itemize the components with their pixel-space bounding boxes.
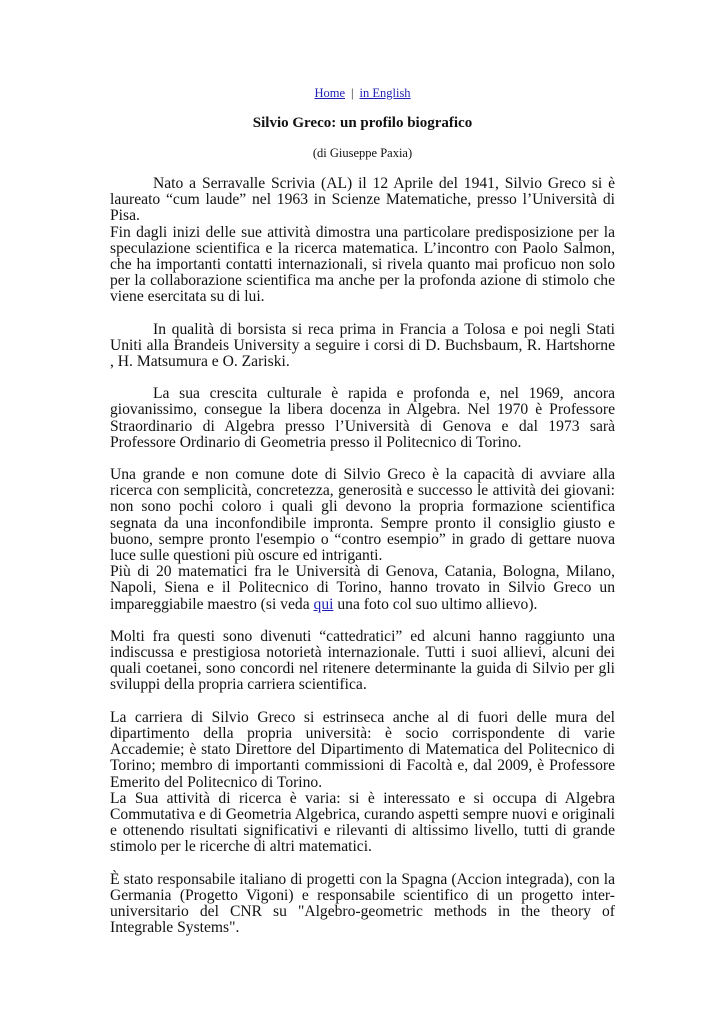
paragraph-research: La Sua attività di ricerca è varia: si è interessato e si occupa di Algebra Commutativa e di Geometria Algebrica, curando aspetti sempre nuovi e originali e ottenendo risultati significativi e rilevanti di altissimo livello, tutti di grande stimolo per le ricerche di altri matematici. bbox=[110, 789, 615, 856]
paragraph-birth-education: Nato a Serravalle Scrivia (AL) il 12 Aprile del 1941, Silvio Greco si è laureato “cum laude” nel 1963 in Scienze Matematiche, presso l’Università di Pisa. bbox=[110, 175, 615, 225]
paragraph-institutional-career: La carriera di Silvio Greco si estrinseca anche al di fuori delle mura del dipartimento della propria università: è socio corrispondente di varie Accademie; è stato Direttore del Dipartimento di Matematica del Politecnico di Torino; membro di importanti commissioni di Facoltà e, dal 2009, è Professore Emerito del Politecnico di Torino. bbox=[110, 708, 615, 791]
english-version-link[interactable]: in English bbox=[359, 86, 411, 100]
top-navigation bbox=[110, 86, 615, 101]
students-text-after-link: una foto col suo ultimo allievo). bbox=[333, 595, 538, 613]
home-link[interactable]: Home bbox=[314, 86, 345, 100]
paragraph-students bbox=[110, 564, 615, 613]
paragraph-projects: È stato responsabile italiano di progetti con la Spagna (Accion integrada), con la Germania (Progetto Vigoni) e responsabile scientifico di un progetto inter-universitario del CNR su "Algebro-geometric methods in the theory of Integrable Systems". bbox=[110, 870, 615, 937]
students-text-before-link: Più di 20 matematici fra le Università di Genova, Catania, Bologna, Milano, Napoli, Siena e il Politecnico di Torino, hanno trovato in Silvio Greco un impareggiabile maestro (si veda bbox=[110, 563, 615, 613]
paragraph-professors: Molti fra questi sono divenuti “cattedratici” ed alcuni hanno raggiunto una indiscussa e prestigiosa notorietà internazionale. Tutti i suoi allievi, alcuni dei quali coetanei, sono concordi nel ritenere determinante la guida di Silvio per gli sviluppi della propria carriera scientifica. bbox=[110, 627, 615, 694]
page-title: Silvio Greco: un profilo biografico bbox=[252, 115, 473, 131]
paragraph-career-growth: La sua crescita culturale è rapida e profonda e, nel 1969, ancora giovanissimo, consegue la libera docenza in Algebra. Nel 1970 è Professore Straordinario di Algebra presso l’Università di Genova e dal 1973 sarà Professore Ordinario di Geometria presso il Politecnico di Torino. bbox=[110, 385, 615, 451]
photo-link[interactable]: qui bbox=[313, 595, 334, 613]
biography-body bbox=[110, 176, 615, 936]
author-line: (di Giuseppe Paxia) bbox=[312, 146, 413, 160]
paragraph-early-activity: Fin dagli inizi delle sue attività dimostra una particolare predisposizione per la speculazione scientifica e la ricerca matematica. L’incontro con Paolo Salmon, che ha importanti contatti internazionali, si rivela quanto mai proficuo non solo per la collaborazione scientifica ma anche per la profonda azione di stimolo che viene esercitata su di lui. bbox=[110, 223, 615, 306]
nav-separator: | bbox=[351, 86, 354, 100]
paragraph-fellowship: In qualità di borsista si reca prima in Francia a Tolosa e poi negli Stati Uniti alla Brandeis University a seguire i corsi di D. Buchsbaum, R. Hartshorne , H. Matsumura e O. Zariski. bbox=[110, 320, 615, 371]
paragraph-mentoring: Una grande e non comune dote di Silvio Greco è la capacità di avviare alla ricerca con semplicità, concretezza, generosità e successo le attività dei giovani: non sono pochi coloro i quali gli devono la propria formazione scientifica segnata da una inconfondibile impronta. Sempre pronto il consiglio giusto e buono, sempre pronto l'esempio o “contro esempio” in grado di gettare nuova luce sulle questioni più oscure ed intriganti. bbox=[110, 466, 615, 565]
